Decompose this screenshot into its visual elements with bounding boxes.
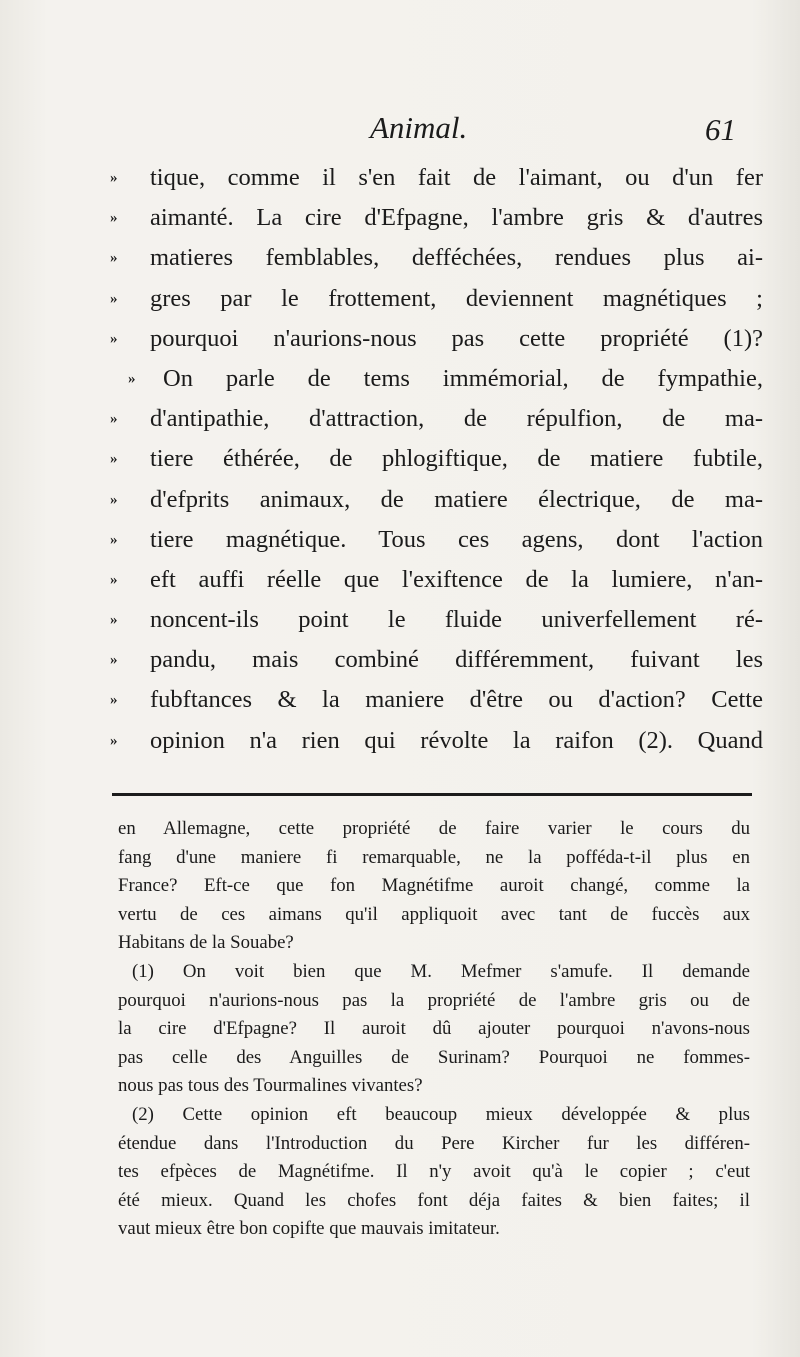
quote-mark: » — [110, 692, 118, 709]
footnote-line: pas celle des Anguilles de Surinam? Pourquoi ne fommes- — [118, 1046, 750, 1068]
line-text: pourquoi n'aurions-nous pas cette propriété (1)? — [150, 324, 763, 352]
footnote-line: vertu de ces aimans qu'il appliquoit avec tant de fuccès aux — [118, 903, 750, 925]
footnote-divider — [112, 793, 752, 796]
line-text: On parle de tems immémorial, de fympathie, — [163, 364, 763, 392]
text-line — [108, 238, 763, 278]
quote-mark: » — [110, 652, 118, 669]
line-text: gres par le frottement, deviennent magnétiques ; — [150, 284, 763, 312]
footnote-line: pourquoi n'aurions-nous pas la propriété de l'ambre gris ou de — [118, 989, 750, 1011]
quote-mark: » — [110, 250, 118, 267]
footnote-line: vaut mieux être bon copifte que mauvais imitateur. — [118, 1218, 500, 1240]
quote-mark: » — [110, 451, 118, 468]
text-line — [108, 560, 763, 600]
text-line — [108, 520, 763, 560]
quote-mark: » — [110, 210, 118, 227]
footnote-line: été mieux. Quand les chofes font déja faites & bien faites; il — [118, 1189, 750, 1211]
line-text: matieres femblables, defféchées, rendues plus ai- — [150, 244, 763, 272]
line-text: d'efprits animaux, de matiere électrique, de ma- — [150, 485, 763, 513]
footnote-line: nous pas tous des Tourmalines vivantes? — [118, 1075, 423, 1097]
text-line — [108, 319, 763, 359]
page-header — [0, 110, 800, 160]
quote-mark: » — [128, 370, 136, 387]
footnotes — [118, 815, 750, 1244]
quote-mark: » — [110, 330, 118, 347]
text-line — [108, 399, 763, 439]
line-text: eft auffi réelle que l'exiftence de la lumiere, n'an- — [150, 565, 763, 593]
main-text — [108, 158, 763, 761]
footnote-line: la cire d'Efpagne? Il auroit dû ajouter pourquoi n'avons-nous — [118, 1018, 750, 1040]
line-text: fubftances & la maniere d'être ou d'action? Cette — [150, 686, 763, 714]
footnote-2-line: (2) Cette opinion eft beaucoup mieux développée & plus — [132, 1103, 750, 1125]
quote-mark: » — [110, 531, 118, 548]
text-line — [108, 279, 763, 319]
line-text: opinion n'a rien qui révolte la raifon (2). Quand — [150, 726, 763, 754]
line-text: aimanté. La cire d'Efpagne, l'ambre gris & d'autres — [150, 204, 763, 232]
footnote-line: France? Eft-ce que fon Magnétifme auroit changé, comme la — [118, 875, 750, 897]
running-title: Animal. — [370, 110, 468, 145]
quote-mark: » — [110, 571, 118, 588]
text-line — [108, 359, 763, 399]
footnote-line: Habitans de la Souabe? — [118, 932, 294, 954]
line-text: noncent-ils point le fluide univerfellement ré- — [150, 606, 763, 634]
text-line — [108, 158, 763, 198]
quote-mark: » — [110, 170, 118, 186]
footnote-line: fang d'une maniere fi remarquable, ne la poffédа-t-il plus en — [118, 846, 750, 868]
quote-mark: » — [110, 612, 118, 629]
text-line — [108, 680, 763, 720]
footnote-line: étendue dans l'Introduction du Pere Kircher fur les différen- — [118, 1132, 750, 1154]
quote-mark: » — [110, 732, 118, 749]
text-line — [108, 198, 763, 238]
quote-mark: » — [110, 290, 118, 307]
footnote-line: tes efpèces de Magnétifme. Il n'y avoit qu'à le copier ; c'eut — [118, 1161, 750, 1183]
text-line — [108, 721, 763, 761]
text-line — [108, 439, 763, 479]
text-line — [108, 480, 763, 520]
line-text: tiere magnétique. Tous ces agens, dont l'action — [150, 525, 763, 553]
quote-mark: » — [110, 491, 118, 508]
line-text: tiere éthérée, de phlogiftique, de matiere fubtile, — [150, 445, 763, 473]
line-text: d'antipathie, d'attraction, de répulfion, de ma- — [150, 405, 763, 433]
footnote-line: en Allemagne, cette propriété de faire varier le cours du — [118, 818, 750, 839]
quote-mark: » — [110, 411, 118, 428]
line-text: tique, comme il s'en fait de l'aimant, ou d'un fer — [150, 164, 763, 191]
footnote-1-line: (1) On voit bien que M. Mefmer s'amufe. Il demande — [132, 960, 750, 982]
text-line — [108, 600, 763, 640]
page-number: 61 — [705, 112, 736, 147]
text-line — [108, 640, 763, 680]
line-text: pandu, mais combiné différemment, fuivant les — [150, 646, 763, 674]
